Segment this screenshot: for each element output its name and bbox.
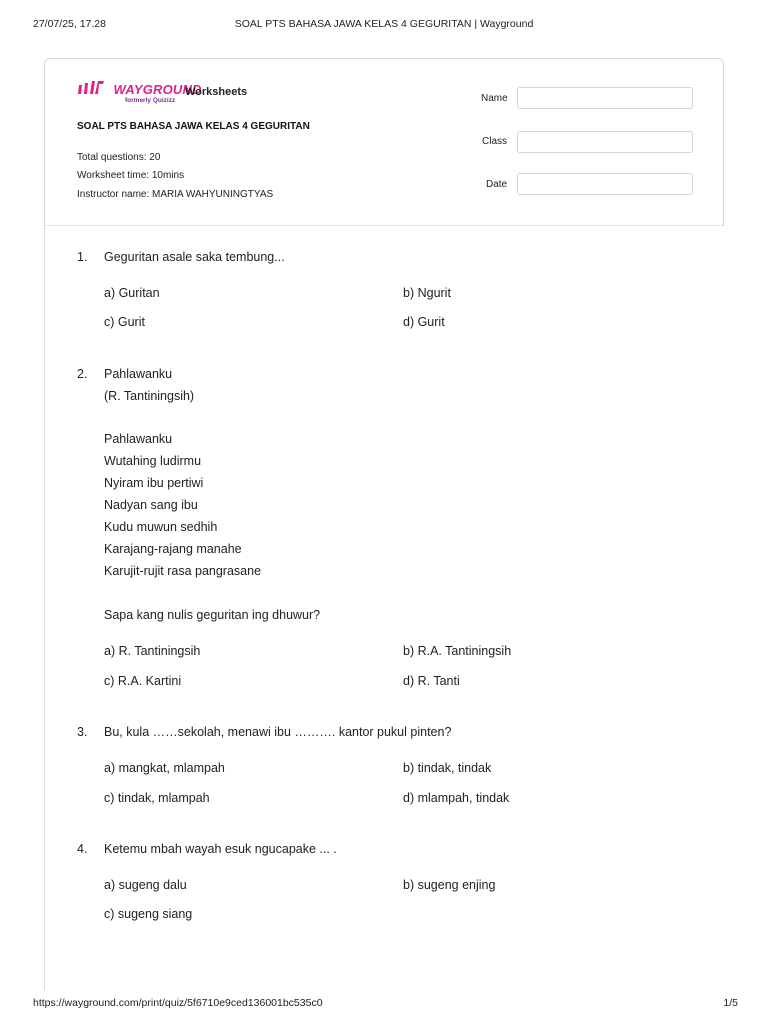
instructor-name: Instructor name: MARIA WAHYUNINGTYAS — [77, 189, 274, 200]
poem-line: Nyiram ibu pertiwi — [104, 476, 204, 490]
option-c: c) Gurit — [104, 315, 145, 329]
class-label: Class — [482, 136, 508, 147]
poem-author: (R. Tantiningsih) — [104, 389, 195, 403]
date-field[interactable] — [517, 173, 693, 195]
question-number: 1. — [77, 250, 88, 264]
section-label: Worksheets — [185, 86, 248, 98]
class-field[interactable] — [517, 131, 693, 153]
option-c: c) R.A. Kartini — [104, 674, 182, 688]
option-a: a) Guritan — [104, 286, 160, 300]
poem-line: Kudu muwun sedhih — [104, 520, 218, 534]
page-number: 1/5 — [723, 997, 738, 1009]
poem-line: Karajang-rajang manahe — [104, 542, 242, 556]
logo-text: WAYGROUND — [113, 82, 202, 97]
question-text: Geguritan asale saka tembung... — [104, 250, 285, 264]
question-text: Ketemu mbah wayah esuk ngucapake ... . — [104, 842, 337, 856]
option-d: d) mlampah, tindak — [403, 791, 510, 805]
content-border — [44, 226, 45, 990]
name-label: Name — [481, 93, 508, 104]
option-a: a) mangkat, mlampah — [104, 761, 225, 775]
option-b: b) tindak, tindak — [403, 761, 492, 775]
poem-line: Nadyan sang ibu — [104, 498, 198, 512]
name-field[interactable] — [517, 87, 693, 109]
question-number: 2. — [77, 367, 88, 381]
question-text: Pahlawanku — [104, 367, 173, 381]
print-header — [0, 0, 768, 50]
worksheet-header-card — [44, 58, 724, 226]
option-c: c) tindak, mlampah — [104, 791, 210, 805]
worksheet-time: Worksheet time: 10mins — [77, 170, 185, 181]
logo-subtitle: formerly Quizizz — [125, 97, 176, 104]
worksheet-title: SOAL PTS BAHASA JAWA KELAS 4 GEGURITAN — [77, 121, 310, 132]
option-a: a) R. Tantiningsih — [104, 644, 201, 658]
question-prompt: Sapa kang nulis geguritan ing dhuwur? — [104, 608, 321, 622]
option-b: b) sugeng enjing — [403, 878, 496, 892]
option-b: b) R.A. Tantiningsih — [403, 644, 512, 658]
print-page-title: SOAL PTS BAHASA JAWA KELAS 4 GEGURITAN | Wayground — [234, 18, 534, 30]
wayground-logo-icon — [77, 81, 107, 95]
date-label: Date — [486, 179, 508, 190]
option-c: c) sugeng siang — [104, 907, 193, 921]
print-url: https://wayground.com/print/quiz/5f6710e9ced136001bc535c0 — [33, 997, 323, 1009]
option-d: d) Gurit — [403, 315, 445, 329]
poem-line: Karujit-rujit rasa pangrasane — [104, 564, 262, 578]
question-number: 4. — [77, 842, 88, 856]
option-a: a) sugeng dalu — [104, 878, 187, 892]
print-datetime: 27/07/25, 17.28 — [33, 18, 106, 30]
poem-line: Wutahing ludirmu — [104, 454, 202, 468]
option-b: b) Ngurit — [403, 286, 451, 300]
option-d: d) R. Tanti — [403, 674, 460, 688]
total-questions: Total questions: 20 — [77, 152, 161, 163]
question-text: Bu, kula ……sekolah, menawi ibu ………. kantor pukul pinten? — [104, 725, 452, 739]
question-number: 3. — [77, 725, 88, 739]
poem-line: Pahlawanku — [104, 432, 173, 446]
print-footer — [0, 994, 768, 1024]
